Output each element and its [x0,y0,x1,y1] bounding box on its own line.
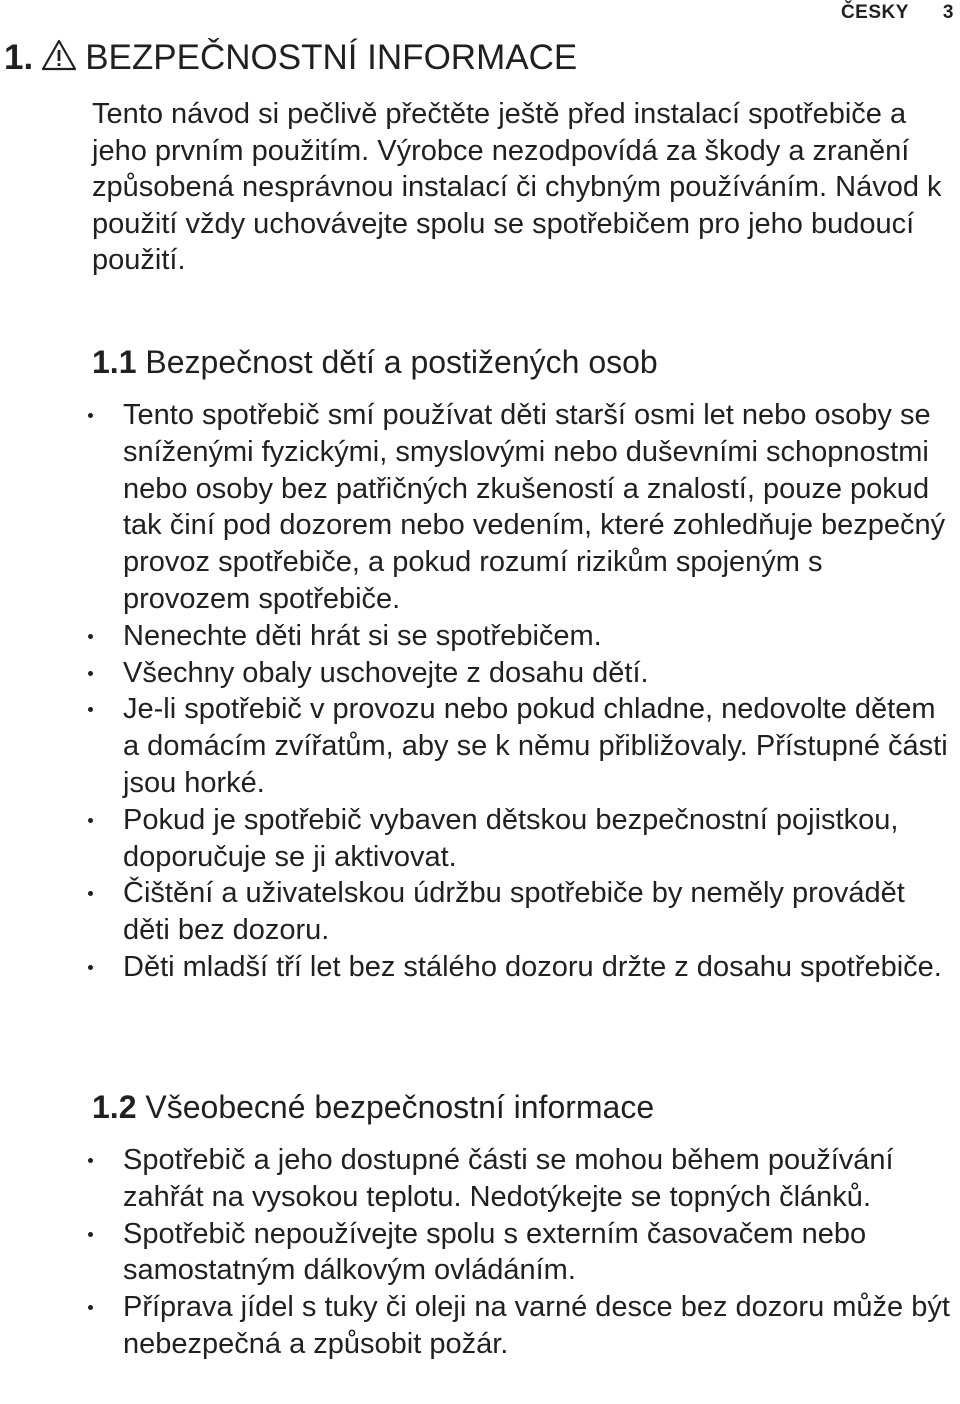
section-title [4,36,577,80]
list-item-text: Všechny obaly uschovejte z dosahu dětí. [123,656,649,689]
bullet-icon [88,707,93,712]
section-number: 1. [4,38,34,77]
list-item-text: Spotřebič nepoužívejte spolu s externím časovačem nebo samostatným dálkovým ovládáním. [123,1217,867,1287]
subsection-number: 1.1 [92,344,137,380]
list-item-text: Je-li spotřebič v provozu nebo pokud chladne, nedovolte dětem a domácím zvířatům, aby se k němu přibližovaly. Přístupné části jsou horké. [123,693,948,799]
section-heading-text: BEZPEČNOSTNÍ INFORMACE [85,38,578,77]
list-item [0,1216,960,1290]
list-item [0,397,960,618]
list-item [0,802,960,876]
intro-paragraph: Tento návod si pečlivě přečtěte ještě před instalací spotřebiče a jeho prvním použitím. Výrobce nezodpovídá za škody a zranění způsobená nesprávnou instalací či chybným používáním. Návod k použití vždy uchovávejte spolu se spotřebičem pro jeho budoucí použití. [92,98,942,277]
list-item-text: Spotřebič a jeho dostupné části se mohou během používání zahřát na vysokou teplotu. Nedotýkejte se topných článků. [123,1144,894,1213]
list-item [0,618,960,655]
subsection-title-general-safety [92,1087,654,1127]
bullet-icon [88,413,93,418]
page-number: 3 [942,2,954,23]
bullet-icon [88,671,93,676]
list-item [0,1142,960,1216]
list-item [0,875,960,949]
list-item [0,949,960,986]
subsection-title-children-safety [92,342,658,382]
bullet-icon [88,818,93,823]
bullet-icon [88,1158,93,1163]
children-safety-list [0,397,960,986]
list-item-text: Pokud je spotřebič vybaven dětskou bezpečnostní pojistkou, doporučuje se ji aktivovat. [123,803,899,873]
bullet-icon [88,1232,93,1237]
bullet-icon [88,891,93,896]
general-safety-list [0,1142,960,1363]
list-item-text: Tento spotřebič smí používat děti starší osmi let nebo osoby se sníženými fyzickými, smyslovými nebo duševními schopnostmi nebo osoby bez patřičných zkušeností a znalostí, pouze pokud tak činí pod dozorem nebo vedením, které zohledňuje bezpečný provoz spotřebiče, a pokud rozumí rizikům spojeným s provozem spotřebiče. [123,399,946,615]
list-item-text: Příprava jídel s tuky či oleji na varné desce bez dozoru může být nebezpečná a způsobit požár. [123,1291,950,1360]
bullet-icon [88,634,93,639]
list-item-text: Děti mladší tří let bez stálého dozoru držte z dosahu spotřebiče. [123,950,942,983]
list-item [0,1289,960,1363]
language-label: ČESKY [840,2,909,23]
list-item-text: Čištění a uživatelskou údržbu spotřebiče by neměly provádět děti bez dozoru. [123,877,905,947]
subsection-heading-text: Bezpečnost dětí a postižených osob [145,344,658,380]
list-item [0,691,960,801]
list-item-text: Nenechte děti hrát si se spotřebičem. [123,619,602,652]
warning-triangle-icon [41,39,77,71]
page-header [841,0,954,26]
list-item [0,655,960,692]
bullet-icon [88,965,93,970]
bullet-icon [88,1305,93,1310]
subsection-number: 1.2 [92,1089,137,1125]
subsection-heading-text: Všeobecné bezpečnostní informace [145,1089,655,1125]
